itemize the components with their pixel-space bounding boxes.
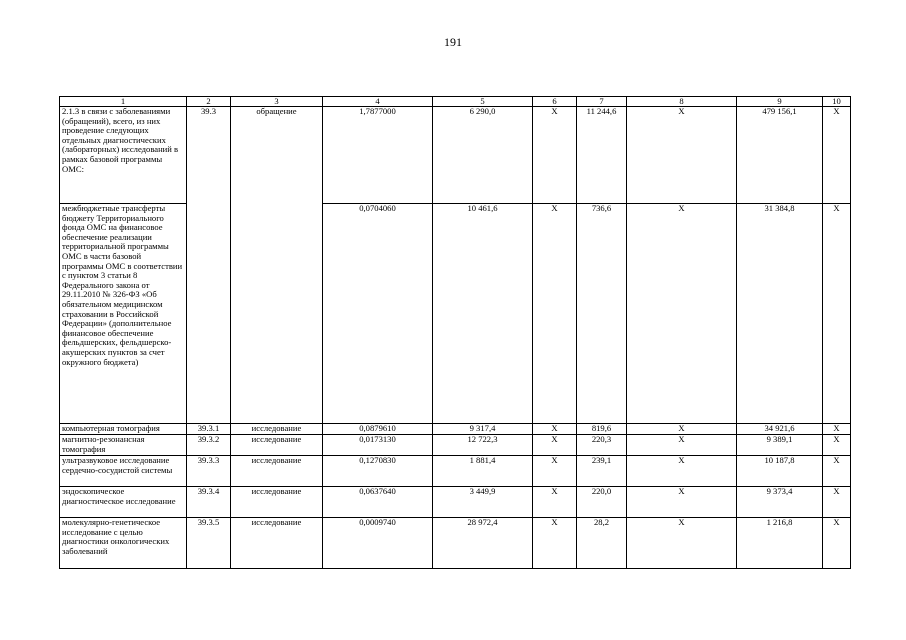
row-label-cell: эндоскопическое диагностическое исследование	[60, 487, 187, 518]
data-table	[59, 96, 851, 569]
value-cell: X	[823, 204, 851, 424]
table-row	[60, 424, 851, 435]
column-header: 6	[533, 97, 577, 107]
value-cell: 0,0173130	[323, 435, 433, 456]
unit-cell: исследование	[231, 487, 323, 518]
value-cell: 819,6	[577, 424, 627, 435]
value-cell: 736,6	[577, 204, 627, 424]
value-cell: 10 187,8	[737, 456, 823, 487]
value-cell: 239,1	[577, 456, 627, 487]
table-row	[60, 435, 851, 456]
unit-cell: обращение	[231, 107, 323, 424]
column-header: 3	[231, 97, 323, 107]
value-cell: X	[823, 518, 851, 569]
column-header: 7	[577, 97, 627, 107]
column-header: 9	[737, 97, 823, 107]
column-header: 2	[187, 97, 231, 107]
value-cell: X	[627, 487, 737, 518]
value-cell: X	[627, 435, 737, 456]
value-cell: X	[627, 204, 737, 424]
value-cell: X	[823, 424, 851, 435]
value-cell: X	[533, 204, 577, 424]
value-cell: X	[533, 518, 577, 569]
value-cell: X	[627, 456, 737, 487]
value-cell: 12 722,3	[433, 435, 533, 456]
value-cell: 9 373,4	[737, 487, 823, 518]
value-cell: 0,0637640	[323, 487, 433, 518]
column-header: 8	[627, 97, 737, 107]
row-code-cell: 39.3	[187, 107, 231, 424]
unit-cell: исследование	[231, 518, 323, 569]
table-row	[60, 204, 851, 424]
value-cell: X	[823, 487, 851, 518]
unit-cell: исследование	[231, 424, 323, 435]
value-cell: 0,0879610	[323, 424, 433, 435]
value-cell: 1 216,8	[737, 518, 823, 569]
value-cell: 0,0009740	[323, 518, 433, 569]
value-cell: X	[533, 456, 577, 487]
row-code-cell: 39.3.1	[187, 424, 231, 435]
row-label-cell: молекулярно-генетическое исследование с целью диагностики онкологических заболеваний	[60, 518, 187, 569]
row-label-cell: магнитно-резонансная томография	[60, 435, 187, 456]
value-cell: 6 290,0	[433, 107, 533, 204]
value-cell: 9 389,1	[737, 435, 823, 456]
value-cell: 220,3	[577, 435, 627, 456]
value-cell: 9 317,4	[433, 424, 533, 435]
column-header: 4	[323, 97, 433, 107]
value-cell: 220,0	[577, 487, 627, 518]
value-cell: X	[627, 518, 737, 569]
value-cell: 1 881,4	[433, 456, 533, 487]
value-cell: 34 921,6	[737, 424, 823, 435]
column-header: 5	[433, 97, 533, 107]
unit-cell: исследование	[231, 435, 323, 456]
value-cell: X	[823, 107, 851, 204]
value-cell: X	[823, 456, 851, 487]
row-code-cell: 39.3.3	[187, 456, 231, 487]
value-cell: 11 244,6	[577, 107, 627, 204]
value-cell: 0,0704060	[323, 204, 433, 424]
table-row	[60, 107, 851, 204]
value-cell: X	[823, 435, 851, 456]
value-cell: 479 156,1	[737, 107, 823, 204]
value-cell: 10 461,6	[433, 204, 533, 424]
table-row	[60, 456, 851, 487]
row-code-cell: 39.3.2	[187, 435, 231, 456]
value-cell: X	[533, 424, 577, 435]
row-code-cell: 39.3.4	[187, 487, 231, 518]
table-row	[60, 487, 851, 518]
column-header: 10	[823, 97, 851, 107]
row-code-cell: 39.3.5	[187, 518, 231, 569]
value-cell: X	[533, 435, 577, 456]
value-cell: X	[533, 107, 577, 204]
value-cell: X	[533, 487, 577, 518]
row-label-cell: ультразвуковое исследование сердечно-сосудистой системы	[60, 456, 187, 487]
value-cell: 0,1270830	[323, 456, 433, 487]
row-label-cell: межбюджетные трансферты бюджету Территориального фонда ОМС на финансовое обеспечение реализации территориальной программы ОМС в части базовой программы ОМС в соответствии с пунктом 3 статьи 8 Федерального закона от 29.11.2010 № 326-ФЗ «Об обязательном медицинском страховании в Российской Федерации» (дополнительное финансовое обеспечение фельдшерских, фельдшерско-акушерских пунктов за счет окружного бюджета)	[60, 204, 187, 424]
unit-cell: исследование	[231, 456, 323, 487]
table-row	[60, 518, 851, 569]
value-cell: 1,7877000	[323, 107, 433, 204]
header-row	[60, 97, 851, 107]
value-cell: 3 449,9	[433, 487, 533, 518]
page-number: 191	[444, 35, 462, 49]
value-cell: 28 972,4	[433, 518, 533, 569]
row-label-cell: компьютерная томография	[60, 424, 187, 435]
row-label-cell: 2.1.3 в связи с заболеваниями (обращений), всего, из них проведение следующих отдельных диагностических (лабораторных) исследований в рамках базовой программы ОМС:	[60, 107, 187, 204]
column-header: 1	[60, 97, 187, 107]
value-cell: X	[627, 107, 737, 204]
value-cell: X	[627, 424, 737, 435]
value-cell: 28,2	[577, 518, 627, 569]
value-cell: 31 384,8	[737, 204, 823, 424]
